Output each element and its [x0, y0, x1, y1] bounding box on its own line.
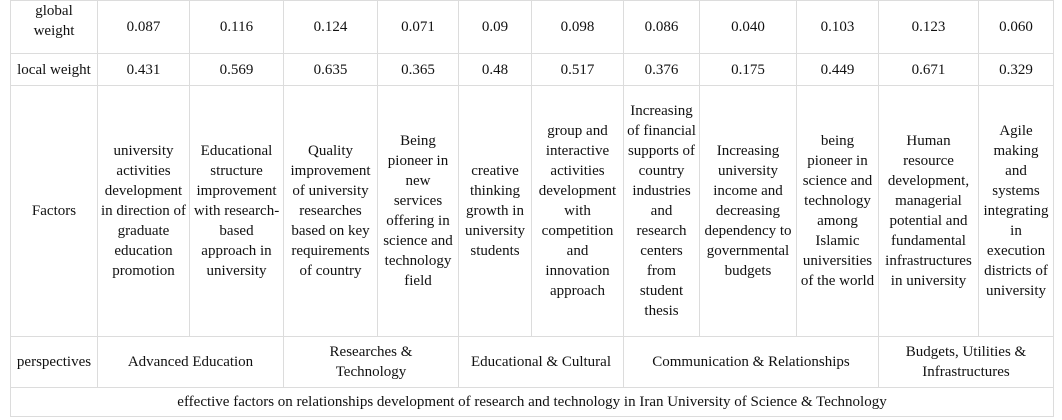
- local-weight-cell: 0.376: [624, 54, 700, 86]
- global-weight-cell: 0.124: [284, 1, 378, 54]
- factors-row: [11, 86, 1054, 337]
- global-weight-row: [11, 1, 1054, 54]
- local-weight-cell: 0.449: [797, 54, 879, 86]
- local-weight-cell: 0.365: [378, 54, 459, 86]
- local-weight-cell: 0.671: [879, 54, 979, 86]
- local-weight-row: [11, 54, 1054, 86]
- perspective-cell: Budgets, Utilities & Infrastructures: [879, 337, 1054, 388]
- factor-cell: Increasing university income and decreasing dependency to governmental budgets: [700, 86, 797, 337]
- perspectives-row: [11, 337, 1054, 388]
- perspectives-label: perspectives: [11, 337, 98, 388]
- local-weight-label: local weight: [11, 54, 98, 86]
- global-weight-cell: 0.116: [190, 1, 284, 54]
- global-weight-cell: 0.123: [879, 1, 979, 54]
- factor-cell: group and interactive activities development with competition and innovation approach: [532, 86, 624, 337]
- factor-cell: university activities development in direction of graduate education promotion: [98, 86, 190, 337]
- factor-cell: being pioneer in science and technology among Islamic universities of the world: [797, 86, 879, 337]
- global-weight-cell: 0.086: [624, 1, 700, 54]
- factor-cell: Human resource development, managerial potential and fundamental infrastructures in university: [879, 86, 979, 337]
- global-weight-label: [11, 1, 98, 54]
- caption-row: [11, 388, 1054, 417]
- global-weight-cell: 0.087: [98, 1, 190, 54]
- local-weight-cell: 0.517: [532, 54, 624, 86]
- global-weight-cell: 0.098: [532, 1, 624, 54]
- perspective-cell: Communication & Relationships: [624, 337, 879, 388]
- factor-cell: Increasing of financial supports of country industries and research centers from student thesis: [624, 86, 700, 337]
- local-weight-cell: 0.175: [700, 54, 797, 86]
- factor-cell: Educational structure improvement with research-based approach in university: [190, 86, 284, 337]
- factor-cell: Agile making and systems integrating in execution districts of university: [979, 86, 1054, 337]
- local-weight-cell: 0.329: [979, 54, 1054, 86]
- global-weight-cell: 0.060: [979, 1, 1054, 54]
- local-weight-cell: 0.48: [459, 54, 532, 86]
- factor-cell: Being pioneer in new services offering in science and technology field: [378, 86, 459, 337]
- global-weight-cell: 0.071: [378, 1, 459, 54]
- factor-cell: Quality improvement of university researches based on key requirements of country: [284, 86, 378, 337]
- perspective-cell: Educational & Cultural: [459, 337, 624, 388]
- global-weight-cell: 0.040: [700, 1, 797, 54]
- global-weight-cell: 0.09: [459, 1, 532, 54]
- global-weight-cell: 0.103: [797, 1, 879, 54]
- local-weight-cell: 0.431: [98, 54, 190, 86]
- local-weight-cell: 0.569: [190, 54, 284, 86]
- factor-cell: creative thinking growth in university students: [459, 86, 532, 337]
- table-caption: effective factors on relationships development of research and technology in Iran University of Science & Technology: [11, 388, 1054, 417]
- factors-label: Factors: [11, 86, 98, 337]
- global-weight-label-text: global weight: [33, 3, 75, 39]
- local-weight-cell: 0.635: [284, 54, 378, 86]
- perspective-cell: Researches & Technology: [284, 337, 459, 388]
- weights-table: [10, 0, 1054, 417]
- perspective-cell: Advanced Education: [98, 337, 284, 388]
